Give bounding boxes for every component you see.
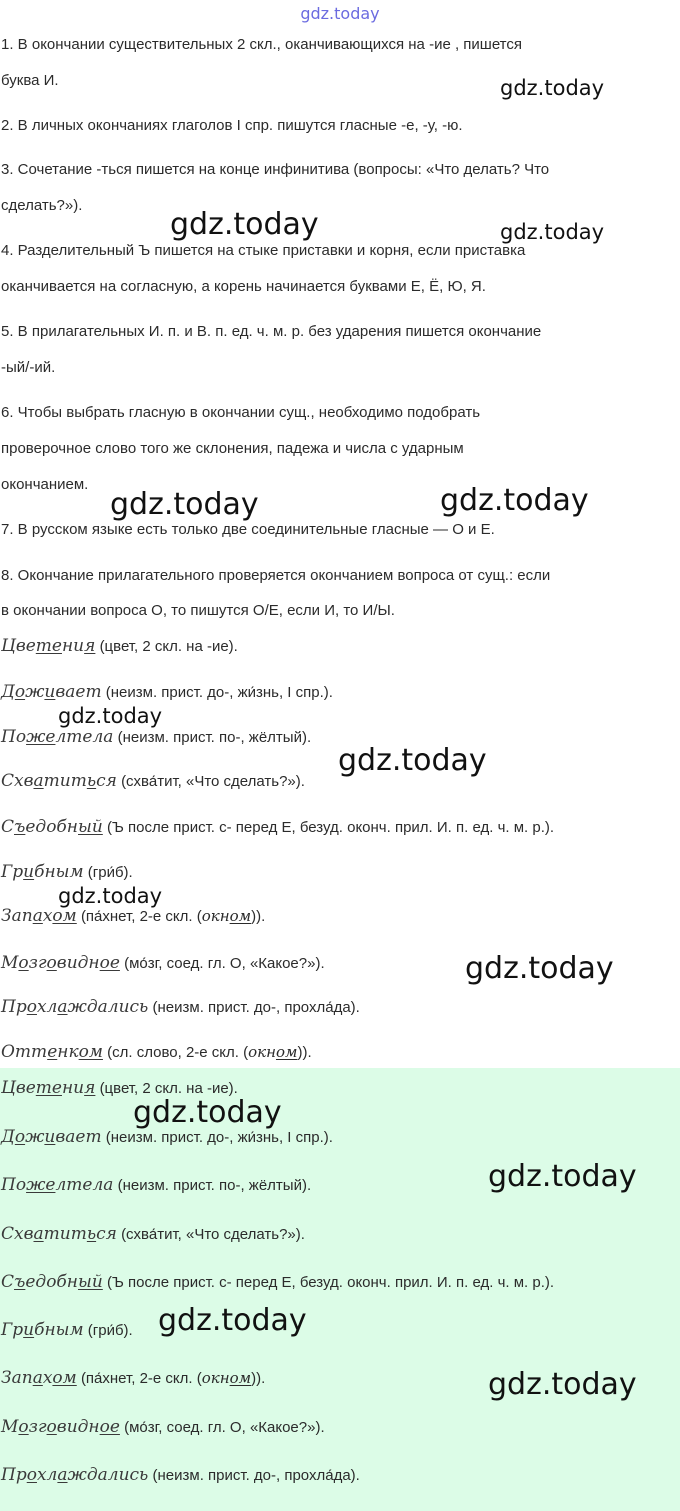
- word-orthogram: ь: [86, 771, 97, 791]
- answer-line: [1, 1368, 265, 1389]
- word-part: тит: [43, 1224, 87, 1244]
- answer-line: [1, 953, 325, 974]
- answer-line: [1, 771, 305, 792]
- explanation-text: (па́хнет, 2-е скл. (: [80, 908, 202, 925]
- rule-line: сделать?»).: [1, 197, 83, 214]
- word-orthogram: и: [23, 1320, 35, 1340]
- word-orthogram: о: [26, 997, 37, 1017]
- rule-line: буква И.: [1, 72, 59, 89]
- answer-word: [1, 1320, 84, 1340]
- explanation-text: )).: [297, 1044, 312, 1061]
- word-part: ся: [96, 1224, 117, 1244]
- word-orthogram: а: [33, 771, 44, 791]
- answer-word: [1, 1465, 148, 1485]
- answer-word: [1, 1368, 77, 1388]
- example-word-part: ом: [229, 1369, 252, 1387]
- answer-word: [1, 997, 148, 1017]
- answer-explanation: [106, 684, 333, 701]
- watermark: gdz.today: [500, 76, 605, 100]
- word-orthogram: ый: [78, 817, 103, 837]
- word-orthogram: ый: [78, 1272, 103, 1292]
- answer-explanation: [153, 1467, 360, 1484]
- word-orthogram: я: [84, 1078, 96, 1098]
- explanation-text: (неизм. прист. до-, прохла́да).: [152, 999, 360, 1016]
- word-part: хл: [36, 997, 58, 1017]
- word-orthogram: ъ: [14, 817, 26, 837]
- word-orthogram: ом: [78, 1042, 103, 1062]
- answer-word: [1, 1175, 113, 1195]
- explanation-text: )).: [251, 1370, 266, 1387]
- word-orthogram: же: [26, 727, 56, 747]
- answer-word: [1, 1417, 120, 1437]
- word-orthogram: и: [23, 862, 35, 882]
- answer-word: [1, 682, 102, 702]
- word-orthogram: о: [46, 1417, 57, 1437]
- answer-explanation: [153, 999, 360, 1016]
- word-part: Пр: [1, 1465, 27, 1485]
- answer-explanation: [124, 1419, 325, 1436]
- word-orthogram: о: [46, 953, 57, 973]
- explanation-text: (Ъ после прист. с- перед Е, безуд. оконч. прил. И. п. ед. ч. м. р.).: [106, 1274, 555, 1291]
- word-part: вает: [55, 682, 102, 702]
- answer-explanation: [107, 819, 554, 836]
- word-part: видн: [56, 1417, 100, 1437]
- word-orthogram: а: [32, 906, 43, 926]
- rule-line: 7. В русском языке есть только две соединительные гласные — О и Е.: [1, 521, 495, 538]
- word-part: М: [1, 1417, 19, 1437]
- explanation-text: )).: [251, 908, 266, 925]
- word-orthogram: и: [44, 1127, 56, 1147]
- word-part: Д: [1, 682, 15, 702]
- watermark: gdz.today: [338, 743, 487, 778]
- word-orthogram: я: [84, 636, 96, 656]
- answer-word: [1, 1042, 103, 1062]
- answer-line: [1, 682, 333, 703]
- rule-line: окончанием.: [1, 476, 89, 493]
- watermark: gdz.today: [110, 487, 259, 522]
- word-part: едобн: [25, 817, 79, 837]
- word-orthogram: ое: [99, 953, 120, 973]
- explanation-text: (гри́б).: [87, 1322, 133, 1339]
- word-orthogram: о: [14, 1127, 26, 1147]
- word-part: х: [42, 1368, 53, 1388]
- answer-explanation: [107, 1044, 312, 1061]
- rule-line: в окончании вопроса О, то пишутся О/Е, если И, то И/Ы.: [1, 602, 395, 619]
- answer-word: [1, 771, 117, 791]
- explanation-text: (цвет, 2 скл. на -ие).: [99, 1080, 238, 1097]
- explanation-text: (неизм. прист. по-, жёлтый).: [117, 729, 312, 746]
- rule-line: оканчивается на согласную, а корень начинается буквами Е, Ё, Ю, Я.: [1, 278, 486, 295]
- answer-word: [1, 1224, 117, 1244]
- word-part: зг: [28, 1417, 47, 1437]
- answer-line: [1, 1224, 305, 1245]
- answer-explanation: [81, 908, 265, 925]
- answer-word: [1, 1272, 103, 1292]
- word-part: Цве: [1, 1078, 36, 1098]
- watermark: gdz.today: [58, 704, 163, 728]
- example-word-part: окн: [201, 907, 230, 925]
- example-word-part: окн: [248, 1043, 276, 1061]
- word-orthogram: ом: [52, 1368, 77, 1388]
- word-orthogram: а: [33, 1224, 44, 1244]
- explanation-text: (схва́тит, «Что сделать?»).: [121, 773, 305, 790]
- explanation-text: (цвет, 2 скл. на -ие).: [99, 638, 238, 655]
- answer-explanation: [100, 638, 238, 655]
- rule-line: 8. Окончание прилагательного проверяется окончанием вопроса от сущ.: если: [1, 567, 551, 584]
- example-word-part: ом: [275, 1043, 298, 1061]
- word-part: тит: [43, 771, 87, 791]
- explanation-text: (неизм. прист. по-, жёлтый).: [117, 1177, 312, 1194]
- watermark: gdz.today: [500, 220, 605, 244]
- rule-line: 6. Чтобы выбрать гласную в окончании сущ., необходимо подобрать: [1, 404, 481, 421]
- word-part: Гр: [1, 1320, 24, 1340]
- watermark: gdz.today: [488, 1159, 637, 1194]
- watermark: gdz.today: [170, 207, 319, 242]
- explanation-text: (неизм. прист. до-, жи́знь, I спр.).: [105, 1129, 333, 1146]
- word-part: Пр: [1, 997, 27, 1017]
- answer-line: [1, 1175, 311, 1196]
- explanation-text: (гри́б).: [87, 864, 133, 881]
- answer-explanation: [121, 773, 305, 790]
- answer-line: [1, 636, 238, 657]
- word-part: нк: [57, 1042, 79, 1062]
- word-part: По: [1, 727, 27, 747]
- explanation-text: (па́хнет, 2-е скл. (: [80, 1370, 202, 1387]
- word-orthogram: те: [35, 1078, 62, 1098]
- answer-explanation: [118, 1177, 312, 1194]
- word-part: ни: [61, 1078, 85, 1098]
- word-part: С: [1, 1272, 15, 1292]
- answer-line: [1, 906, 265, 927]
- word-part: С: [1, 817, 15, 837]
- word-orthogram: а: [57, 1465, 68, 1485]
- answer-explanation: [81, 1370, 265, 1387]
- word-orthogram: о: [18, 953, 29, 973]
- answer-explanation: [121, 1226, 305, 1243]
- word-part: По: [1, 1175, 27, 1195]
- explanation-text: (схва́тит, «Что сделать?»).: [121, 1226, 305, 1243]
- word-orthogram: о: [26, 1465, 37, 1485]
- word-part: Гр: [1, 862, 24, 882]
- answer-line: [1, 817, 554, 838]
- word-orthogram: о: [18, 1417, 29, 1437]
- answer-word: [1, 727, 113, 747]
- rule-line: 2. В личных окончаниях глаголов I спр. пишутся гласные -е, -у, -ю.: [1, 117, 463, 134]
- answer-word: [1, 862, 84, 882]
- word-part: бным: [34, 1320, 84, 1340]
- word-part: лтела: [55, 727, 114, 747]
- top-watermark: gdz.today: [300, 4, 380, 23]
- answer-explanation: [88, 1322, 133, 1339]
- watermark: gdz.today: [488, 1367, 637, 1402]
- word-part: Д: [1, 1127, 15, 1147]
- word-orthogram: те: [35, 636, 62, 656]
- explanation-text: (мо́зг, соед. гл. О, «Какое?»).: [124, 1419, 325, 1436]
- answer-word: [1, 1127, 102, 1147]
- rule-line: 3. Сочетание -ться пишется на конце инфинитива (вопросы: «Что делать? Что: [1, 161, 550, 178]
- word-part: хл: [36, 1465, 58, 1485]
- word-orthogram: ое: [99, 1417, 120, 1437]
- watermark: gdz.today: [465, 951, 614, 986]
- word-part: Отт: [1, 1042, 48, 1062]
- word-part: Цве: [1, 636, 36, 656]
- answer-line: [1, 1417, 325, 1438]
- word-part: едобн: [25, 1272, 79, 1292]
- word-part: ждались: [67, 997, 149, 1017]
- word-part: Схв: [1, 1224, 34, 1244]
- answer-line: [1, 1272, 554, 1293]
- word-orthogram: и: [44, 682, 56, 702]
- answer-explanation: [107, 1274, 554, 1291]
- word-part: ж: [25, 682, 45, 702]
- word-part: ни: [61, 636, 85, 656]
- word-part: х: [42, 906, 53, 926]
- answer-line: [1, 997, 360, 1018]
- answer-word: [1, 906, 77, 926]
- word-orthogram: а: [57, 997, 68, 1017]
- explanation-text: (неизм. прист. до-, прохла́да).: [152, 1467, 360, 1484]
- word-orthogram: ом: [52, 906, 77, 926]
- word-orthogram: е: [47, 1042, 58, 1062]
- answer-line: [1, 1127, 333, 1148]
- explanation-text: (сл. слово, 2-е скл. (: [107, 1044, 249, 1061]
- word-part: бным: [34, 862, 84, 882]
- watermark: gdz.today: [440, 483, 589, 518]
- word-orthogram: ъ: [14, 1272, 26, 1292]
- answer-explanation: [124, 955, 325, 972]
- example-word-part: окн: [201, 1369, 230, 1387]
- rule-line: проверочное слово того же склонения, падежа и числа с ударным: [1, 440, 464, 457]
- word-part: зг: [28, 953, 47, 973]
- answer-line: [1, 1320, 133, 1341]
- answer-word: [1, 817, 103, 837]
- word-part: М: [1, 953, 19, 973]
- word-orthogram: о: [14, 682, 26, 702]
- watermark: gdz.today: [58, 884, 163, 908]
- word-part: ся: [96, 771, 117, 791]
- word-part: ждались: [67, 1465, 149, 1485]
- explanation-text: (Ъ после прист. с- перед Е, безуд. оконч. прил. И. п. ед. ч. м. р.).: [106, 819, 555, 836]
- word-part: вает: [55, 1127, 102, 1147]
- word-part: лтела: [55, 1175, 114, 1195]
- answer-word: [1, 1078, 95, 1098]
- word-orthogram: же: [26, 1175, 56, 1195]
- word-part: видн: [56, 953, 100, 973]
- word-orthogram: а: [32, 1368, 43, 1388]
- rule-line: 1. В окончании существительных 2 скл., оканчивающихся на -ие , пишется: [1, 36, 522, 53]
- word-part: Схв: [1, 771, 34, 791]
- answer-word: [1, 953, 120, 973]
- word-part: Зап: [1, 1368, 33, 1388]
- answer-line: [1, 1465, 360, 1486]
- answer-line: [1, 1042, 312, 1063]
- answer-word: [1, 636, 95, 656]
- answer-explanation: [88, 864, 133, 881]
- word-part: Зап: [1, 906, 33, 926]
- explanation-text: (неизм. прист. до-, жи́знь, I спр.).: [105, 684, 333, 701]
- word-part: ж: [25, 1127, 45, 1147]
- watermark: gdz.today: [133, 1095, 282, 1130]
- rule-line: 4. Разделительный Ъ пишется на стыке приставки и корня, если приставка: [1, 242, 526, 259]
- answer-line: [1, 862, 133, 883]
- answer-explanation: [106, 1129, 333, 1146]
- answer-line: [1, 727, 311, 748]
- explanation-text: (мо́зг, соед. гл. О, «Какое?»).: [124, 955, 325, 972]
- rule-line: 5. В прилагательных И. п. и В. п. ед. ч. м. р. без ударения пишется окончание: [1, 323, 542, 340]
- word-orthogram: ь: [86, 1224, 97, 1244]
- watermark: gdz.today: [158, 1303, 307, 1338]
- rule-line: -ый/-ий.: [1, 359, 56, 376]
- answer-explanation: [118, 729, 312, 746]
- example-word-part: ом: [229, 907, 252, 925]
